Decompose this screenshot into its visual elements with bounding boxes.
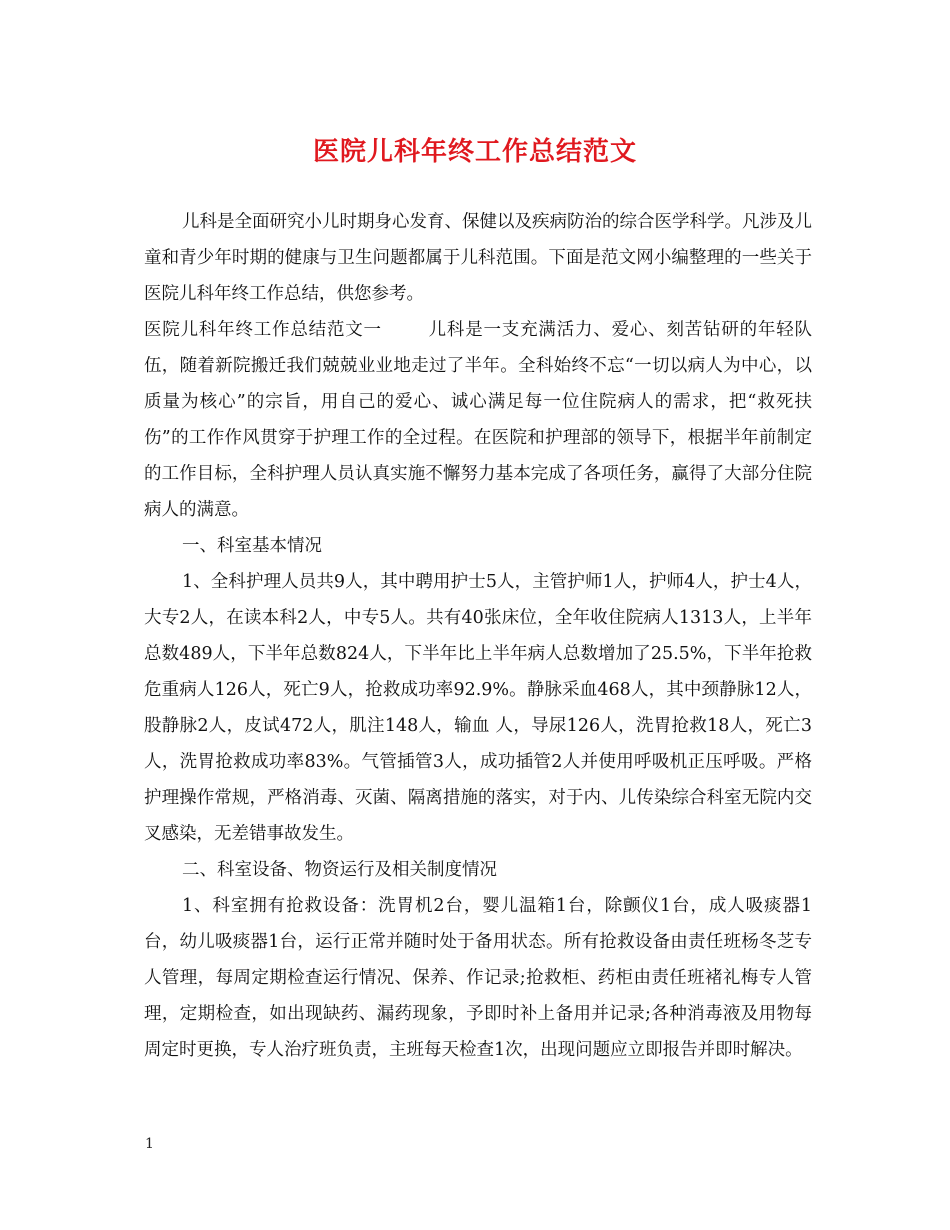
essay-one-opening: 儿科是一支充满活力、爱心、刻苦钻研的年轻队伍，随着新院搬迁我们兢兢业业地走过了半年。全科始终不忘“一切以病人为中心，以质量为核心”的宗旨，用自己的爱心、诚心满足每一位住院病人的需求，把“救死扶伤”的工作作风贯穿于护理工作的全过程。在医院和护理部的领导下，根据半年前制定的工作目标，全科护理人员认真实施不懈努力基本完成了各项任务，赢得了大部分住院病人的满意。 (144, 320, 813, 520)
section-one-heading: 一、科室基本情况 (182, 536, 322, 556)
page-number: 1 (145, 1136, 154, 1152)
essay-one-paragraph (144, 312, 812, 528)
essay-one-label: 医院儿科年终工作总结范文一 (144, 320, 382, 340)
section-two-heading: 二、科室设备、物资运行及相关制度情况 (182, 860, 497, 880)
intro-paragraph: 儿科是全面研究小儿时期身心发育、保健以及疾病防治的综合医学科学。凡涉及儿童和青少年时期的健康与卫生问题都属于儿科范围。下面是范文网小编整理的一些关于医院儿科年终工作总结，供您参考。 (144, 212, 812, 304)
section-two-item-one: 1、科室拥有抢救设备：洗胃机2台，婴儿温箱1台，除颤仪1台，成人吸痰器1台，幼儿吸痰器1台，运行正常并随时处于备用状态。所有抢救设备由责任班杨冬芝专人管理，每周定期检查运行情况、保养、作记录;抢救柜、药柜由责任班褚礼梅专人管理，定期检查，如出现缺药、漏药现象，予即时补上备用并记录;各种消毒液及用物每周定时更换，专人治疗班负责，主班每天检查1次，出现问题应立即报告并即时解决。 (144, 896, 812, 1060)
page-title: 医院儿科年终工作总结范文 (312, 137, 637, 167)
section-one-item-one: 1、全科护理人员共9人，其中聘用护士5人，主管护师1人，护师4人，护士4人，大专2人，在读本科2人，中专5人。共有40张床位，全年收住院病人1313人，上半年总数489人，下半年总数824人，下半年比上半年病人总数增加了25.5%，下半年抢救危重病人126人，死亡9人，抢救成功率92.9%。静脉采血468人，其中颈静脉12人，股静脉2人，皮试472人，肌注148人，输血 人，导尿126人，洗胃抢救18人，死亡3人，洗胃抢救成功率83%。气管插管3人，成功插管2人并使用呼吸机正压呼吸。严格护理操作常规，严格消毒、灭菌、隔离措施的落实，对于内、儿传染综合科室无院内交叉感染，无差错事故发生。 (144, 572, 812, 844)
document-body (144, 204, 812, 1068)
